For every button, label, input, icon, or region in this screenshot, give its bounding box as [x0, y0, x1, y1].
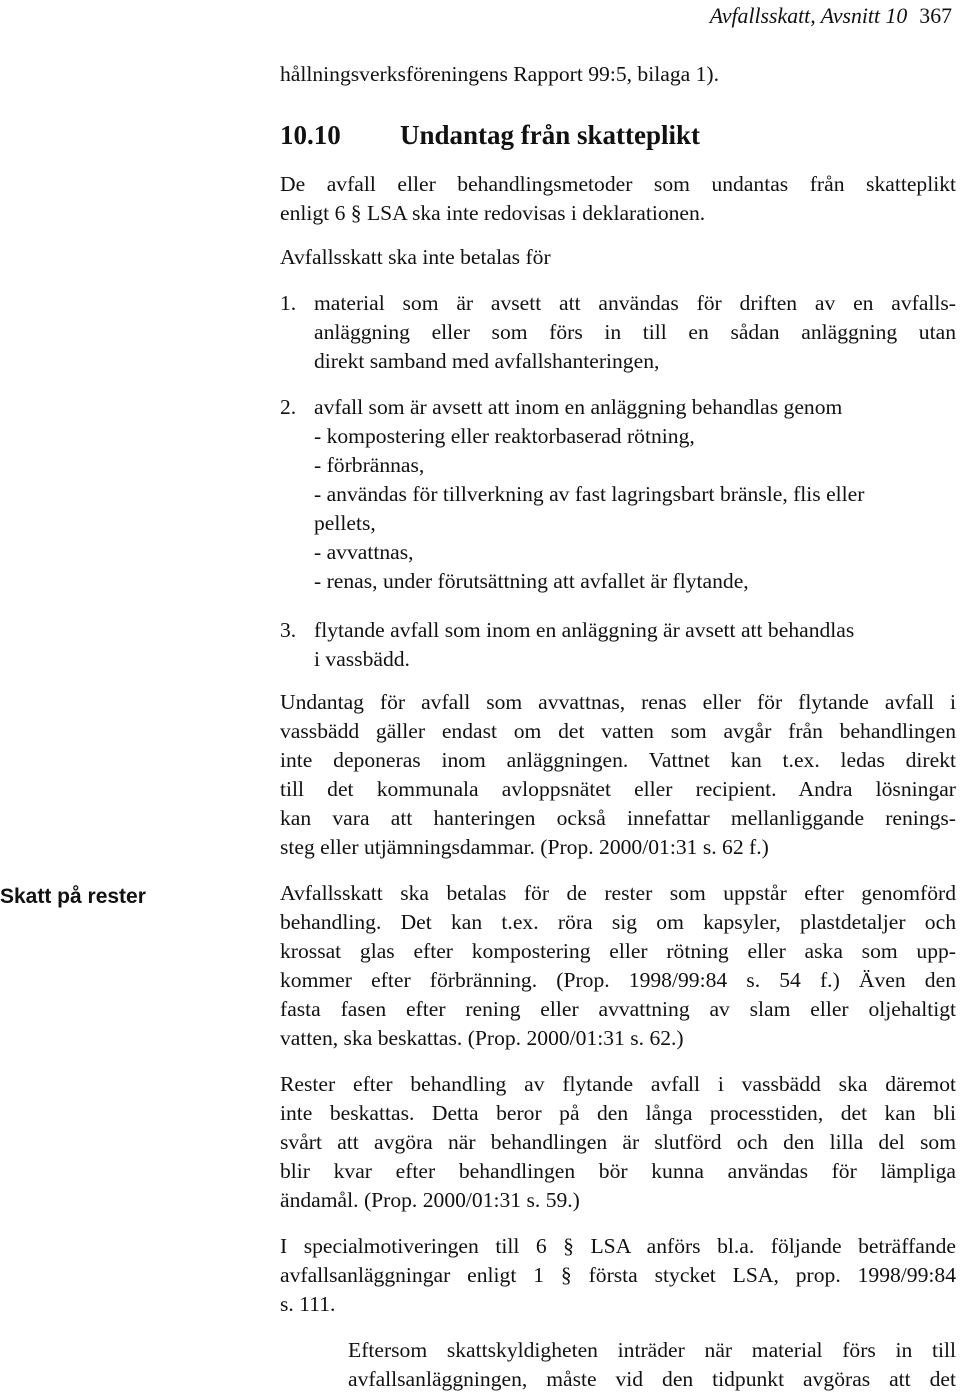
paragraph-line: fasta fasen efter rening eller avvattning av slam eller oljehaltigt: [280, 997, 956, 1021]
paragraph-line: ändamål. (Prop. 2000/01:31 s. 59.): [280, 1188, 580, 1212]
margin-note: Skatt på rester: [0, 885, 146, 908]
paragraph-line: kan vara att hanteringen också innefattar mellanliggande renings-: [280, 806, 956, 830]
list-item-line: pellets,: [314, 511, 376, 535]
section-number: 10.10: [280, 120, 341, 150]
list-item-line: flytande avfall som inom en anläggning är avsett att behandlas: [314, 618, 855, 642]
paragraph-line: krossat glas efter kompostering eller rötning eller aska som upp-: [280, 939, 956, 963]
list-number: 1.: [280, 291, 297, 315]
list-item-line: avfall som är avsett att inom en anläggning behandlas genom: [314, 395, 843, 419]
paragraph-line: svårt att avgöra när behandlingen är slutförd och den lilla del som: [280, 1130, 956, 1154]
paragraph-line: Undantag för avfall som avvattnas, renas eller för flytande avfall i: [280, 690, 956, 714]
list-item-line: material som är avsett att användas för driften av en avfalls-: [314, 291, 956, 315]
paragraph-line: behandling. Det kan t.ex. röra sig om kapsyler, plastdetaljer och: [280, 910, 956, 934]
paragraph-line: vatten, ska beskattas. (Prop. 2000/01:31 s. 62.): [280, 1026, 684, 1050]
list-item-line: - användas för tillverkning av fast lagringsbart bränsle, flis eller: [314, 482, 865, 506]
paragraph-line: blir kvar efter behandlingen bör kunna användas för lämpliga: [280, 1159, 956, 1183]
paragraph-line: vassbädd gäller endast om det vatten som avgår från behandlingen: [280, 719, 956, 743]
text-line: De avfall eller behandlingsmetoder som undantas från skatteplikt: [280, 172, 956, 196]
paragraph-line: Avfallsskatt ska betalas för de rester som uppstår efter genomförd: [280, 881, 956, 905]
page-number: 367: [919, 4, 952, 28]
paragraph-line: inte beskattas. Detta beror på den långa processtiden, det kan bli: [280, 1101, 956, 1125]
list-item-line: - förbrännas,: [314, 453, 425, 477]
paragraph-line: steg eller utjämningsdammar. (Prop. 2000/01:31 s. 62 f.): [280, 835, 769, 859]
list-number: 2.: [280, 395, 297, 419]
paragraph-line: till det kommunala avloppsnätet eller recipient. Andra lösningar: [280, 777, 956, 801]
paragraph-line: I specialmotiveringen till 6 § LSA anförs bl.a. följande beträffande: [280, 1234, 956, 1258]
section-title: Undantag från skatteplikt: [400, 120, 701, 150]
paragraph-line: Rester efter behandling av flytande avfall i vassbädd ska däremot: [280, 1072, 956, 1096]
text-line: Avfallsskatt ska inte betalas för: [280, 245, 551, 269]
list-item-line: - kompostering eller reaktorbaserad rötning,: [314, 424, 695, 448]
quote-line: avfallsanläggningen, måste vid den tidpunkt avgöras att det: [348, 1367, 956, 1391]
paragraph-line: kommer efter förbränning. (Prop. 1998/99:84 s. 54 f.) Även den: [280, 968, 956, 992]
list-item-line: anläggning eller som förs in till en sådan anläggning utan: [314, 320, 956, 344]
text-line: enligt 6 § LSA ska inte redovisas i deklarationen.: [280, 201, 706, 225]
list-item-line: - avvattnas,: [314, 540, 414, 564]
header-title: Avfallsskatt, Avsnitt 10: [709, 4, 908, 28]
list-item-line: direkt samband med avfallshanteringen,: [314, 349, 660, 373]
quote-line: Eftersom skattskyldigheten inträder när material förs in till: [348, 1338, 956, 1362]
list-number: 3.: [280, 618, 297, 642]
text-line: hållningsverksföreningens Rapport 99:5, bilaga 1).: [280, 62, 719, 86]
list-item-line: - renas, under förutsättning att avfallet är flytande,: [314, 569, 749, 593]
paragraph-line: avfallsanläggningar enligt 1 § första stycket LSA, prop. 1998/99:84: [280, 1263, 956, 1287]
running-header: [710, 4, 952, 29]
paragraph-line: s. 111.: [280, 1292, 336, 1316]
list-item-line: i vassbädd.: [314, 647, 410, 671]
paragraph-line: inte deponeras inom anläggningen. Vattnet kan t.ex. ledas direkt: [280, 748, 956, 772]
